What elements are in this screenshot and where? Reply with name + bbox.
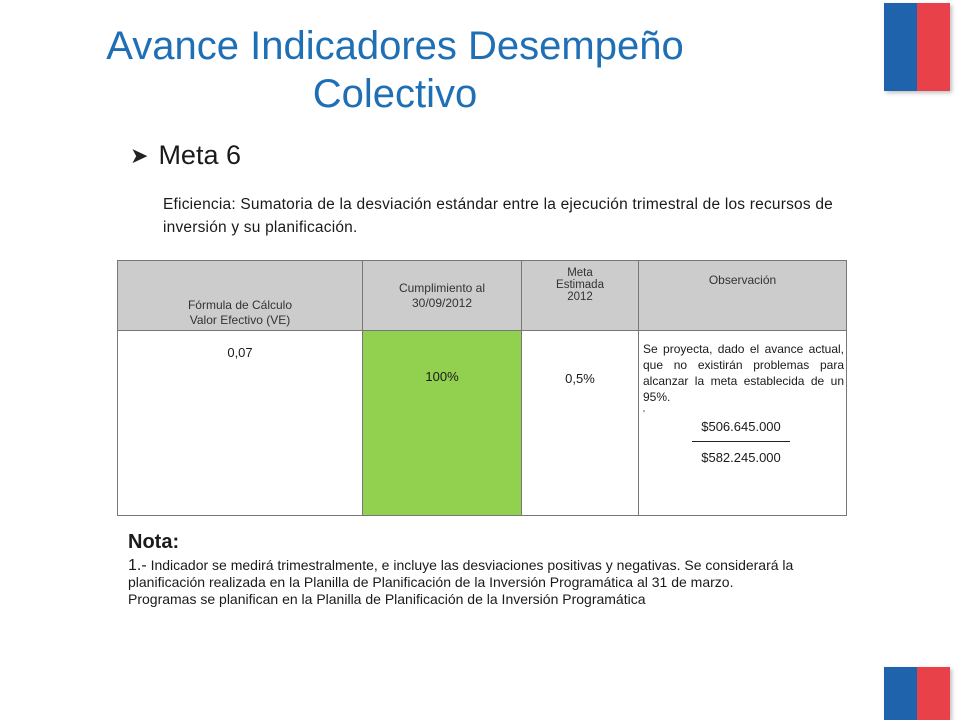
flag-logo-top: [884, 3, 950, 91]
nota-title: Nota:: [128, 531, 180, 553]
cell-valor-efectivo: 0,07: [118, 331, 363, 516]
flag-red-stripe: [917, 3, 950, 91]
flag-logo-bottom: [884, 667, 950, 720]
observacion-mark: ': [643, 409, 645, 420]
cell-meta-estimada: [522, 331, 639, 516]
header-cumplimiento: [363, 261, 522, 331]
nota-item-text: Indicador se medirá trimestralmente, e incluye las desviaciones positivas y negativas. Se considerará la planificación realizada en la Planilla de Planificación de la Inversión Programática al 31 de marzo.: [128, 557, 794, 590]
title-line-2: Colectivo: [312, 72, 478, 116]
header-meta-line2: Estimada: [556, 279, 604, 291]
header-cumplimiento-line1: Cumplimiento al: [398, 280, 486, 295]
fraction-numerator: $506.645.000: [692, 419, 790, 442]
header-formula-line2: Valor Efectivo (VE): [189, 313, 291, 327]
header-observacion: Observación: [639, 261, 847, 331]
meta-heading-label: Meta 6: [158, 140, 241, 170]
nota-item-label: 1.-: [128, 557, 147, 574]
page-title: [95, 22, 695, 118]
observacion-text: Se proyecta, dado el avance actual, que no existirán problemas para alcanzar la meta establecida de un 95%.: [643, 342, 844, 404]
header-formula-line1: Fórmula de Cálculo: [187, 298, 293, 312]
header-meta-line3: 2012: [567, 291, 593, 303]
cell-observacion: [639, 331, 847, 516]
fraction: [692, 419, 790, 465]
meta-description: Eficiencia: Sumatoria de la desviación estándar entre la ejecución trimestral de los recursos de inversión y su planificación.: [163, 196, 833, 236]
title-line-1: Avance Indicadores Desempeño: [106, 24, 684, 68]
cumplimiento-value: 100%: [425, 369, 459, 384]
flag-red-stripe: [917, 667, 950, 720]
fraction-denominator: $582.245.000: [701, 450, 781, 465]
flag-blue-stripe: [884, 667, 917, 720]
header-formula: [118, 261, 363, 331]
flag-blue-stripe: [884, 3, 917, 91]
indicator-table: [117, 260, 847, 516]
arrow-bullet-icon: ➤: [130, 142, 149, 168]
table-header-row: [118, 261, 847, 331]
nota-extra-line: Programas se planifican en la Planilla de Planificación de la Inversión Programática: [128, 591, 646, 607]
cell-cumplimiento: [363, 331, 522, 516]
header-cumplimiento-line2: 30/09/2012: [411, 295, 473, 310]
header-meta-estimada: [522, 261, 639, 331]
meta-heading: [130, 140, 241, 171]
table-row: [118, 331, 847, 516]
header-meta-line1: Meta: [567, 267, 593, 279]
nota-section: [128, 531, 828, 608]
meta-estimada-value: 0,5%: [565, 371, 595, 386]
nota-item-1: [128, 557, 828, 591]
